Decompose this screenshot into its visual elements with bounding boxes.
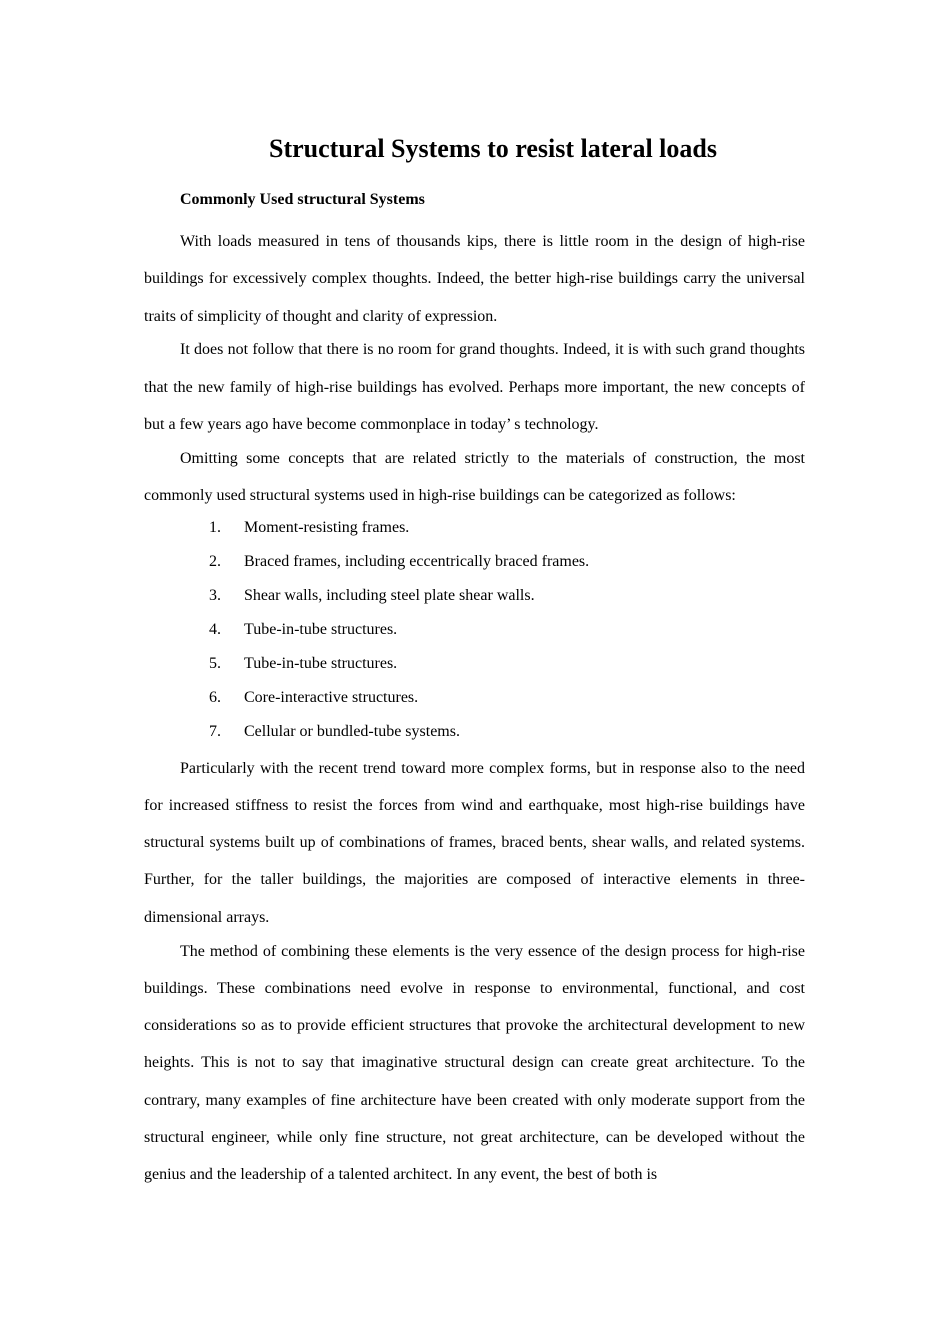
list-item-text: Moment-resisting frames. <box>244 518 410 536</box>
list-item <box>144 613 805 647</box>
list-item-text: Tube-in-tube structures. <box>244 655 398 673</box>
list-item-number: 5. <box>209 655 221 673</box>
list-item-number: 1. <box>209 518 221 536</box>
list-item <box>144 715 805 749</box>
section-heading: Commonly Used structural Systems <box>180 191 425 208</box>
list-item <box>144 579 805 613</box>
page-title: Structural Systems to resist lateral loads <box>269 134 717 163</box>
document-body <box>144 223 805 1190</box>
list-item-text: Tube-in-tube structures. <box>244 621 398 639</box>
list-item-number: 7. <box>209 723 221 741</box>
list-item-text: Braced frames, including eccentrically braced frames. <box>244 552 590 570</box>
paragraph: Particularly with the recent trend toward more complex forms, but in response also to the need for increased stiffness to resist the forces from wind and earthquake, most high-rise buildings have structural systems built up of combinations of frames, braced bents, shear walls, and related systems. Further, for the taller buildings, the majorities are composed of interactive elements in three-dimensional arrays. <box>144 759 805 926</box>
list-item <box>144 545 805 579</box>
paragraph: It does not follow that there is no room for grand thoughts. Indeed, it is with such grand thoughts that the new family of high-rise buildings has evolved. Perhaps more important, the new concepts of but a few years ago have become commonplace in today’ s technology. <box>144 341 805 433</box>
list-item <box>144 681 805 715</box>
list-item-text: Core-interactive structures. <box>244 689 419 707</box>
list-item-number: 4. <box>209 621 221 639</box>
structural-systems-list <box>144 511 805 750</box>
list-item-number: 3. <box>209 587 221 605</box>
list-item-text: Shear walls, including steel plate shear walls. <box>244 587 535 605</box>
list-item-number: 2. <box>209 552 221 570</box>
list-item <box>144 647 805 681</box>
list-item <box>144 511 805 545</box>
paragraph: With loads measured in tens of thousands kips, there is little room in the design of high-rise buildings for excessively complex thoughts. Indeed, the better high-rise buildings carry the universal traits of simplicity of thought and clarity of expression. <box>144 233 805 325</box>
list-item-text: Cellular or bundled-tube systems. <box>244 723 460 741</box>
list-item-number: 6. <box>209 689 221 707</box>
paragraph: Omitting some concepts that are related strictly to the materials of construction, the most commonly used structural systems used in high-rise buildings can be categorized as follows: <box>144 449 805 505</box>
paragraph: The method of combining these elements is the very essence of the design process for high-rise buildings. These combinations need evolve in response to environmental, functional, and cost considerations so as to provide efficient structures that provoke the architectural development to new heights. This is not to say that imaginative structural design can create great architecture. To the contrary, many examples of fine architecture have been created with only moderate support from the structural engineer, while only fine structure, not great architecture, can be developed without the genius and the leadership of a talented architect. In any event, the best of both is <box>144 942 805 1184</box>
